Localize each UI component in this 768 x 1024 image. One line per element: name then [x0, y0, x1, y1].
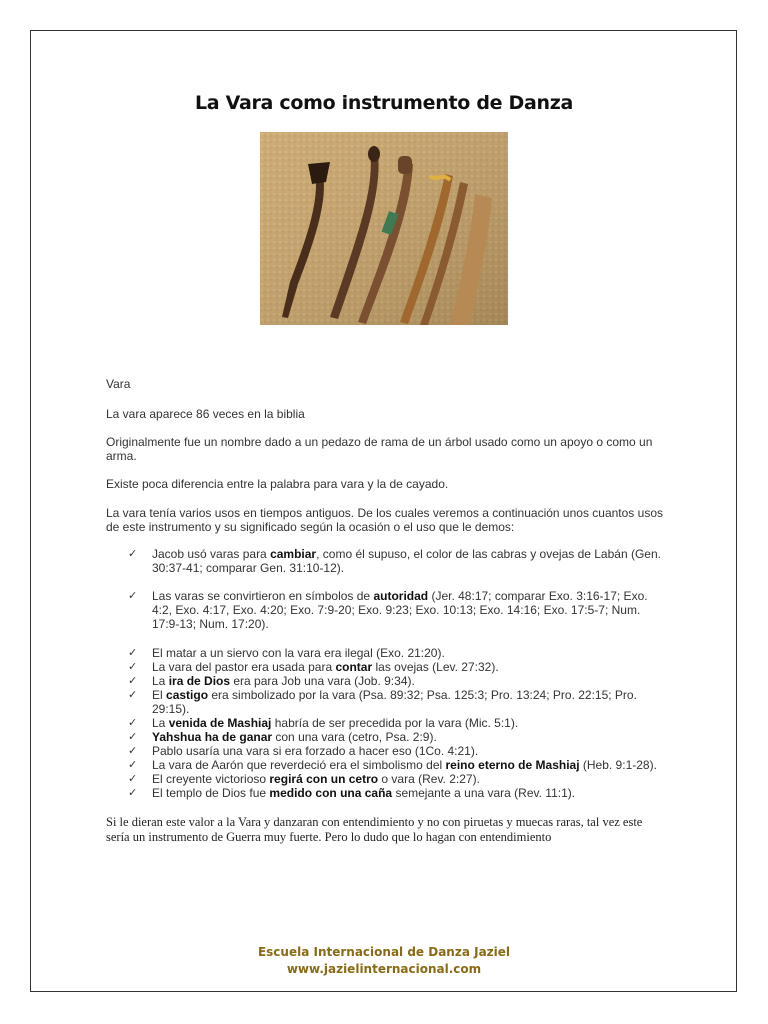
list-item: ✓ La ira de Dios era para Job una vara (Job. 9:34).: [128, 674, 415, 688]
staffs-photo: [260, 132, 508, 325]
check-icon: ✓: [128, 759, 138, 771]
usage-list: [128, 646, 668, 800]
intro-paragraph-2: Originalmente fue un nombre dado a un pedazo de rama de un árbol usado como un apoyo o como un arma.: [106, 435, 653, 463]
check-icon: ✓: [128, 548, 138, 560]
check-icon: ✓: [128, 661, 138, 673]
list-item: ✓ Pablo usaría una vara si era forzado a hacer eso (1Co. 4:21).: [128, 744, 479, 758]
intro-paragraph-4: La vara tenía varios usos en tiempos antiguos. De los cuales veremos a continuación unos cuantos usos de este instrumento y su significado según la ocasión o el uso que le demos:: [106, 506, 663, 534]
list-item: ✓ La venida de Mashiaj habría de ser precedida por la vara (Mic. 5:1).: [128, 716, 519, 730]
check-icon: ✓: [128, 647, 138, 659]
check-icon: ✓: [128, 745, 138, 757]
check-icon: ✓: [128, 717, 138, 729]
page-title: La Vara como instrumento de Danza: [194, 92, 574, 114]
list-item: ✓ El creyente victorioso regirá con un cetro o vara (Rev. 2:27).: [128, 772, 480, 786]
intro-paragraph-3: Existe poca diferencia entre la palabra para vara y la de cayado.: [106, 477, 449, 491]
check-icon: ✓: [128, 590, 138, 602]
check-icon: ✓: [128, 773, 138, 785]
list-item: ✓ Yahshua ha de ganar con una vara (cetro, Psa. 2:9).: [128, 730, 437, 744]
footer-website: www.jazielinternacional.com: [286, 962, 482, 976]
list-item: ✓ La vara del pastor era usada para contar las ovejas (Lev. 27:32).: [128, 660, 499, 674]
list-item: ✓ El castigo era simbolizado por la vara (Psa. 89:32; Psa. 125:3; Pro. 13:24; Pro. 22:15; Pro. 29:15).: [128, 688, 637, 716]
check-icon: ✓: [128, 731, 138, 743]
list-item: ✓ El templo de Dios fue medido con una caña semejante a una vara (Rev. 11:1).: [128, 786, 576, 800]
footer-school-name: Escuela Internacional de Danza Jaziel: [257, 945, 511, 959]
usage-list-top: [128, 547, 668, 631]
intro-heading: Vara: [106, 377, 131, 391]
list-item: ✓ Jacob usó varas para cambiar, como él supuso, el color de las cabras y ovejas de Labán (Gen. 30:37-41; comparar Gen. 31:10-12).: [128, 547, 661, 575]
check-icon: ✓: [128, 689, 138, 701]
list-item: ✓ El matar a un siervo con la vara era ilegal (Exo. 21:20).: [128, 646, 445, 660]
check-icon: ✓: [128, 675, 138, 687]
intro-paragraph-1: La vara aparece 86 veces en la biblia: [106, 407, 305, 421]
closing-paragraph: Si le dieran este valor a la Vara y danzaran con entendimiento y no con piruetas y muecas raras, tal vez este sería un instrumento de Guerra muy fuerte. Pero lo dudo que lo hagan con entendimiento: [106, 815, 643, 844]
list-item: ✓ Las varas se convirtieron en símbolos de autoridad (Jer. 48:17; comparar Exo. 3:16-17; Exo. 4:2, Exo. 4:17, Exo. 4:20; Exo. 7:9-20; Exo. 9:23; Exo. 10:13; Exo. 14:16; Exo. 17:5-7; Num. 17:9-13; Num. 17:20).: [128, 589, 648, 631]
list-item: ✓ La vara de Aarón que reverdeció era el simbolismo del reino eterno de Mashiaj (Heb. 9:1-28).: [128, 758, 657, 772]
check-icon: ✓: [128, 787, 138, 799]
